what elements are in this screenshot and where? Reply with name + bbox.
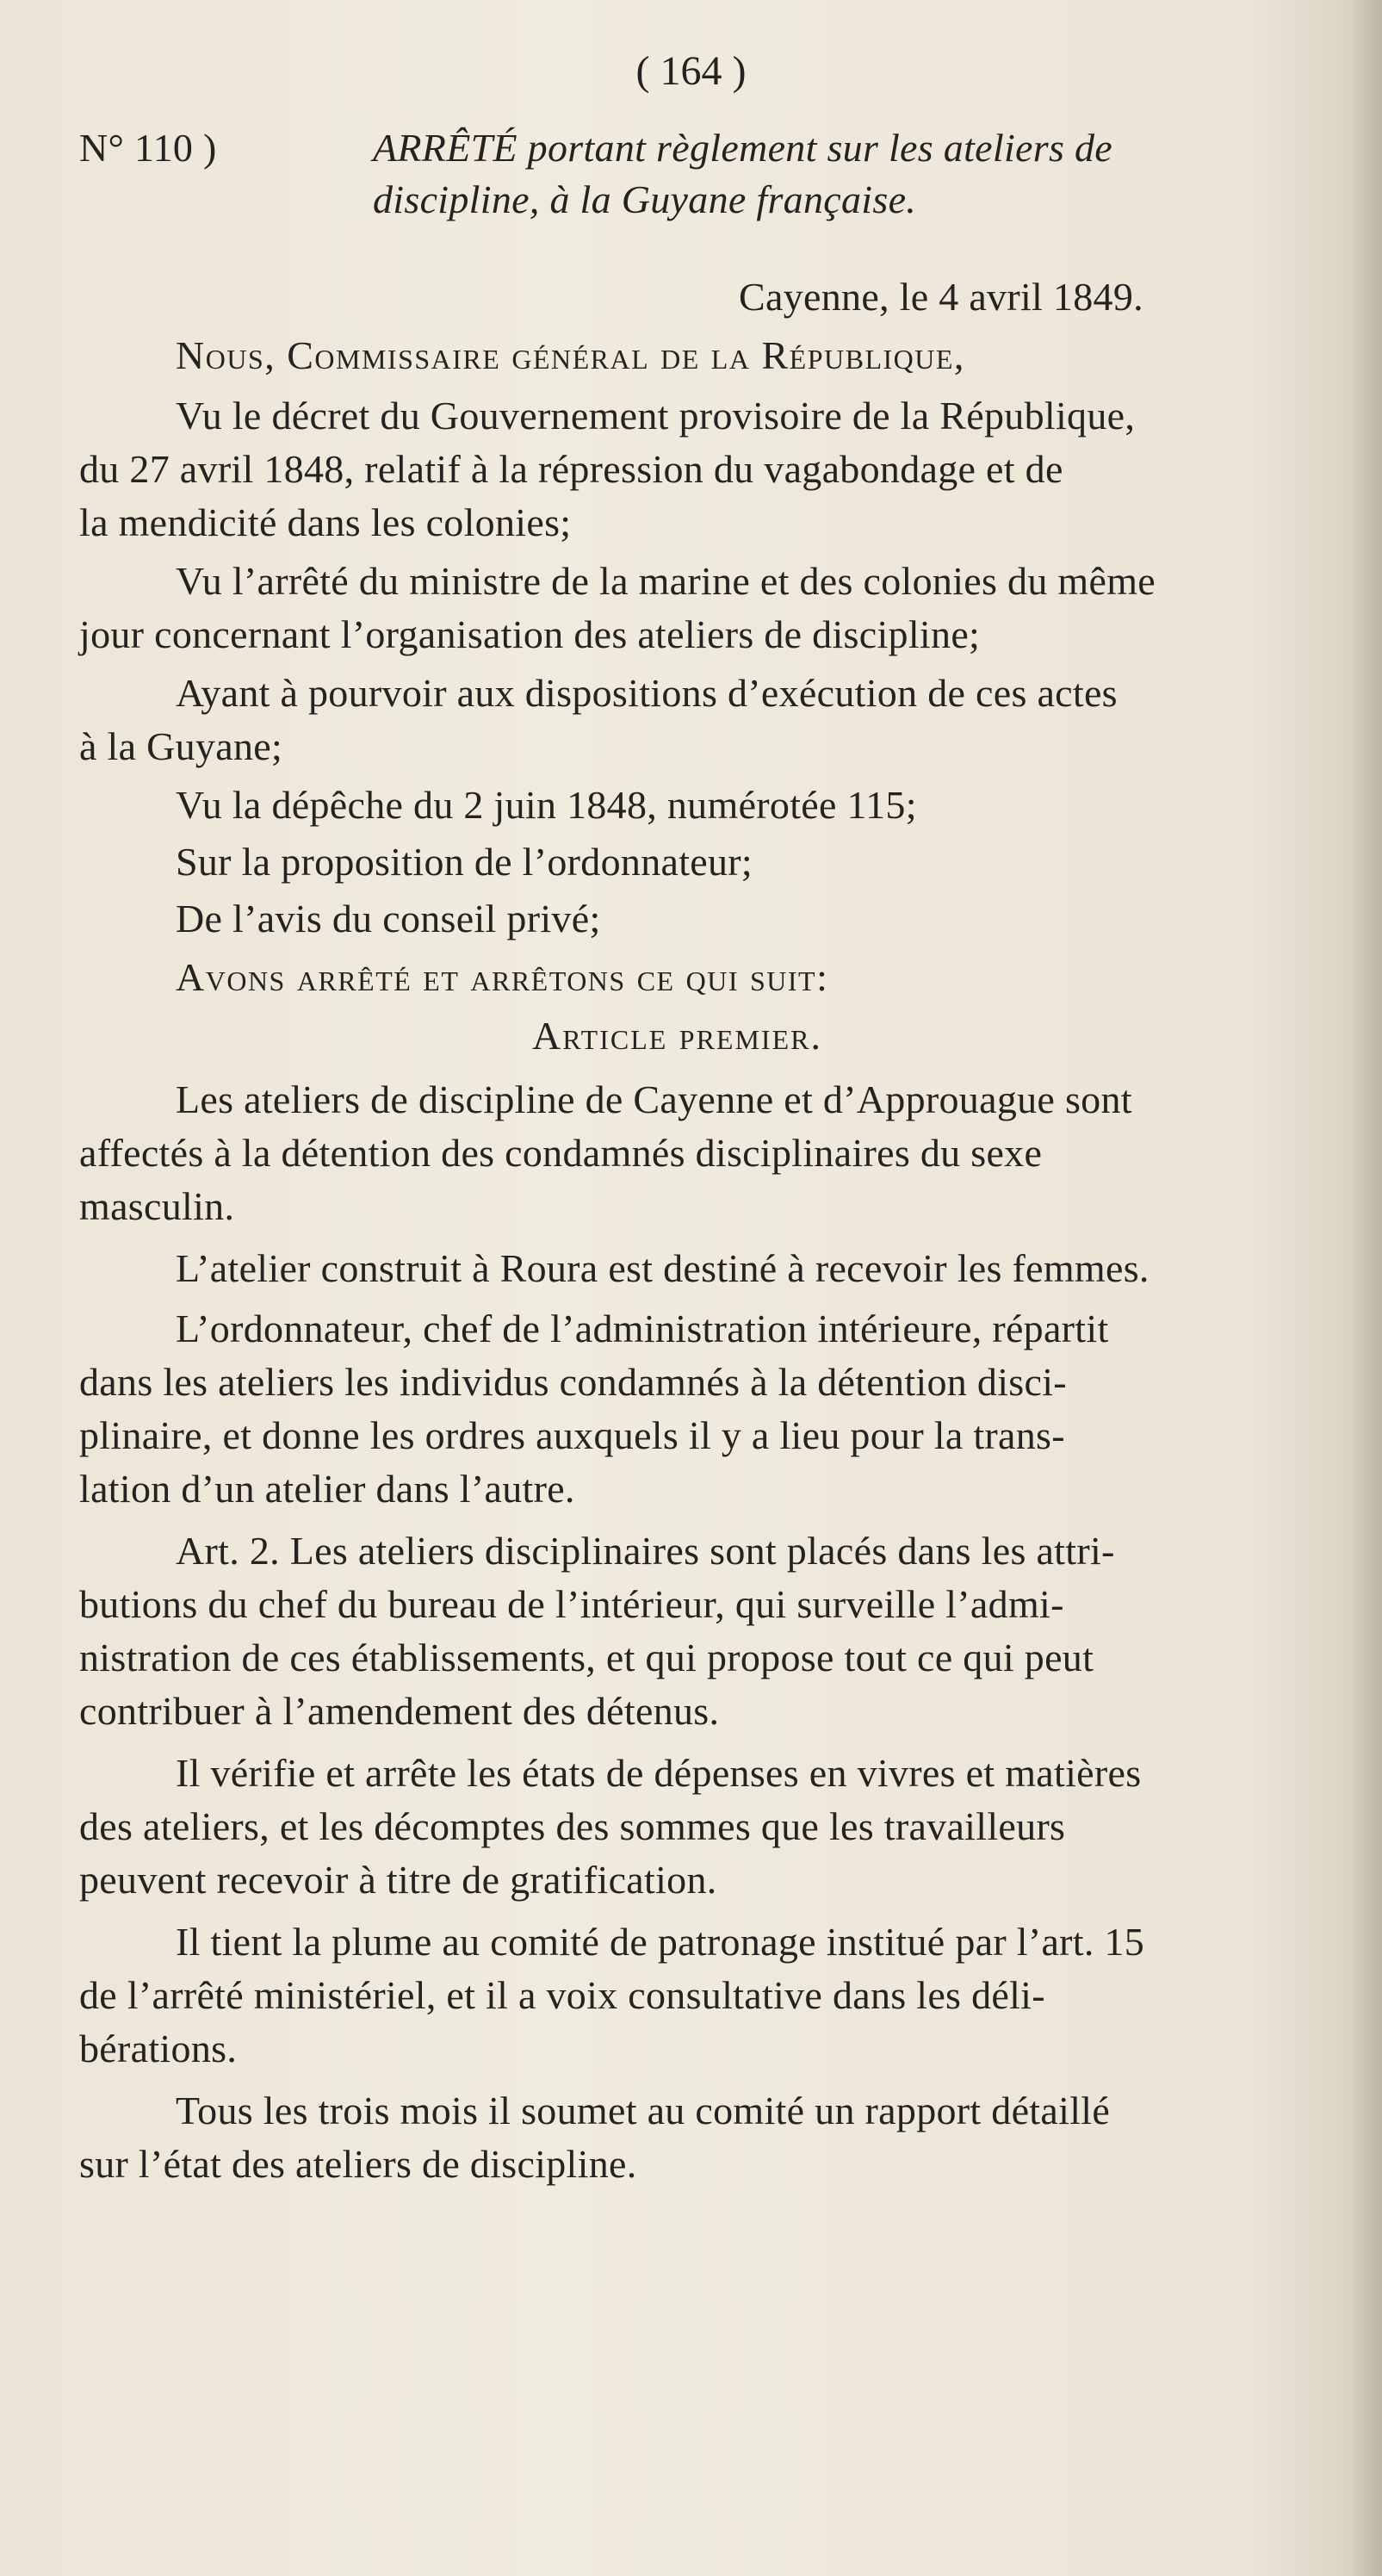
article-2-p2-line-2: des ateliers, et les décomptes des sommes que les travailleurs (79, 1804, 1066, 1848)
preamble-vu-decret-3: la mendicité dans les colonies; (79, 500, 572, 544)
article-2-p3-line-3: bérations. (79, 2027, 238, 2070)
preamble-avis: De l’avis du conseil privé; (176, 897, 601, 940)
act-title-line-1: ARRÊTÉ portant règlement sur les ateliers de (373, 126, 1112, 170)
article-1-p3-line-4: lation d’un atelier dans l’autre. (79, 1467, 575, 1511)
article-1-p3-line-3: plinaire, et donne les ordres auxquels il y a lieu pour la trans- (79, 1413, 1065, 1457)
preamble-vu-decret-2: du 27 avril 1848, relatif à la répression du vagabondage et de (79, 447, 1063, 491)
article-premier-title: Article premier. (532, 1014, 822, 1058)
preamble-ayant-1: Ayant à pourvoir aux dispositions d’exécution de ces actes (176, 671, 1118, 715)
article-2-p3-line-2: de l’arrêté ministériel, et il a voix consultative dans les déli- (79, 1973, 1045, 2017)
article-2-p4-line-1: Tous les trois mois il soumet au comité un rapport détaillé (176, 2089, 1111, 2132)
article-2-p1-line-2: butions du chef du bureau de l’intérieur, qui surveille l’admi- (79, 1582, 1064, 1626)
dateline: Cayenne, le 4 avril 1849. (739, 275, 1143, 319)
page-gutter-shadow (1349, 0, 1382, 2576)
article-2-p3-line-1: Il tient la plume au comité de patronage institué par l’art. 15 (176, 1920, 1145, 1964)
act-number: N° 110 ) (79, 126, 217, 170)
article-1-p2-line-1: L’atelier construit à Roura est destiné à recevoir les femmes. (176, 1246, 1150, 1290)
preamble-vu-arrete-1: Vu l’arrêté du ministre de la marine et des colonies du même (176, 559, 1156, 603)
article-1-p1-line-3: masculin. (79, 1184, 235, 1228)
article-2-p1-line-4: contribuer à l’amendement des détenus. (79, 1689, 720, 1733)
article-1-p3-line-1: L’ordonnateur, chef de l’administration intérieure, répartit (176, 1307, 1109, 1350)
preamble-vu-decret-1: Vu le décret du Gouvernement provisoire de la République, (176, 394, 1136, 438)
article-1-p1-line-2: affectés à la détention des condamnés disciplinaires du sexe (79, 1131, 1043, 1175)
authority-line: Nous, Commissaire général de la République, (176, 333, 965, 377)
article-2-p2-line-3: peuvent recevoir à titre de gratification. (79, 1858, 717, 1902)
preamble-ayant-2: à la Guyane; (79, 724, 283, 768)
article-2-p1-line-1: Art. 2. Les ateliers disciplinaires sont placés dans les attri- (176, 1529, 1115, 1573)
preamble-avons: Avons arrêté et arrêtons ce qui suit: (176, 955, 829, 999)
article-1-p3-line-2: dans les ateliers les individus condamnés à la détention disci- (79, 1360, 1067, 1404)
preamble-vu-depeche: Vu la dépêche du 2 juin 1848, numérotée 115; (176, 783, 917, 827)
act-title-line-2: discipline, à la Guyane française. (373, 177, 917, 221)
page-number: ( 164 ) (635, 48, 747, 94)
article-2-p4-line-2: sur l’état des ateliers de discipline. (79, 2142, 637, 2186)
preamble-vu-arrete-2: jour concernant l’organisation des ateliers de discipline; (79, 612, 981, 656)
preamble-sur-proposition: Sur la proposition de l’ordonnateur; (176, 840, 753, 884)
article-2-p2-line-1: Il vérifie et arrête les états de dépenses en vivres et matières (176, 1751, 1142, 1795)
article-1-p1-line-1: Les ateliers de discipline de Cayenne et d’Approuague sont (176, 1077, 1132, 1121)
article-2-p1-line-3: nistration de ces établissements, et qui propose tout ce qui peut (79, 1636, 1094, 1679)
